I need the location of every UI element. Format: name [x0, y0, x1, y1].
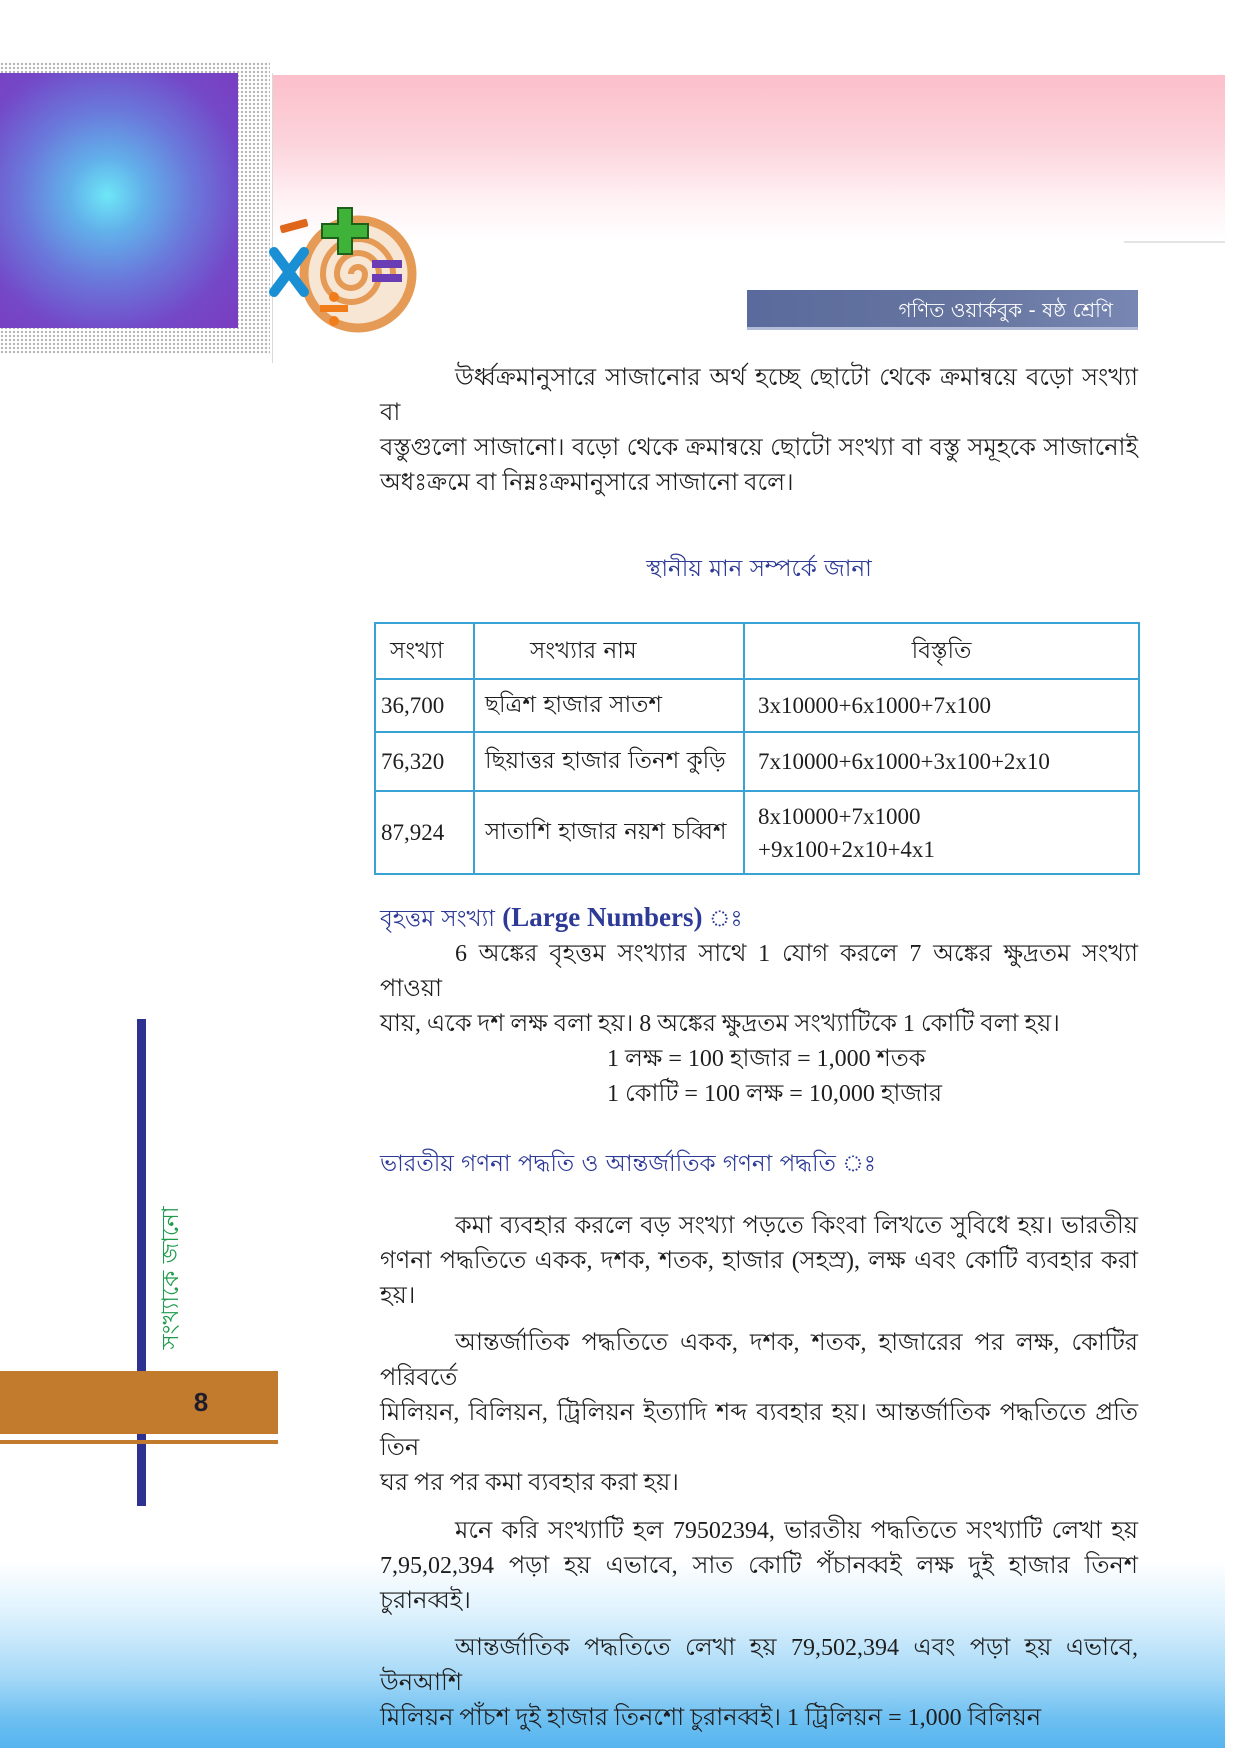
cell-expansion	[744, 732, 1139, 791]
paragraph-line: ঘর পর পর কমা ব্যবহার করা হয়।	[380, 1470, 679, 1496]
minus-symbol	[279, 219, 308, 234]
place-value-heading: স্থানীয় মান সম্পর্কে জানা	[646, 556, 872, 582]
cell-name: সাতাশি হাজার নয়শ চব্বিশ	[474, 791, 744, 874]
intro-paragraph	[380, 361, 1138, 501]
paragraph-line: অধঃক্রমে বা নিম্নঃক্রমানুসারে সাজানো বলে।	[380, 470, 794, 496]
large-numbers-title-bn: বৃহত্তম সংখ্যা	[380, 906, 495, 932]
page-content	[380, 361, 1138, 1736]
paragraph-line: কমা ব্যবহার করলে বড় সংখ্যা পড়তে কিংবা লিখতে সুবিধে হয়। ভারতীয়	[455, 1213, 1138, 1239]
international-example-paragraph	[380, 1631, 1138, 1736]
commas-paragraph	[380, 1209, 1138, 1314]
paragraph-line: যায়, একে দশ লক্ষ বলা হয়। 8 অঙ্কের ক্ষুদ্রতম সংখ্যাটিকে 1 কোটি বলা হয়।	[380, 1011, 1060, 1037]
cell-number: 36,700	[375, 679, 474, 732]
expansion-line: +9x100+2x10+4x1	[758, 836, 935, 862]
cell-number: 76,320	[375, 732, 474, 791]
expansion-line: 8x10000+7x1000	[758, 803, 921, 829]
column-header-number: সংখ্যা	[375, 623, 474, 679]
expansion-line: 7x10000+6x1000+3x100+2x10	[758, 749, 1050, 774]
cell-expansion	[744, 679, 1139, 732]
math-symbols-icon	[266, 204, 420, 340]
equation-line: 1 কোটি = 100 লক্ষ = 10,000 হাজার	[607, 1081, 943, 1107]
large-numbers-heading	[380, 899, 1138, 937]
indian-example-paragraph	[380, 1514, 1138, 1619]
cell-name: ছত্রিশ হাজার সাতশ	[474, 679, 744, 732]
paragraph-line: উর্ধ্বক্রমানুসারে সাজানোর অর্থ হচ্ছে ছোটো থেকে ক্রমান্বয়ে বড়ো সংখ্যা বা	[380, 365, 1138, 426]
international-system-paragraph	[380, 1326, 1138, 1501]
column-header-expansion: বিস্তৃতি	[744, 623, 1139, 679]
paragraph-line: মিলিয়ন, বিলিয়ন, ট্রিলিয়ন ইত্যাদি শব্দ ব্যবহার হয়। আন্তর্জাতিক পদ্ধতিতে প্রতি তিন	[380, 1400, 1138, 1461]
table-row	[375, 791, 1139, 874]
table-row	[375, 679, 1139, 732]
header-decor-rule	[1124, 241, 1225, 243]
counting-systems-heading: ভারতীয় গণনা পদ্ধতি ও আন্তর্জাতিক গণনা পদ্ধতি ঃ	[380, 1151, 877, 1177]
paragraph-line: আন্তর্জাতিক পদ্ধতিতে লেখা হয় 79,502,394 এবং পড়া হয় এভাবে, উনআশি	[380, 1635, 1138, 1696]
chapter-title-vertical: সংখ্যাকে জানো	[158, 1206, 184, 1350]
table-row	[375, 732, 1139, 791]
table-header-row	[375, 623, 1139, 679]
large-numbers-title-en: (Large Numbers)	[502, 902, 703, 932]
paragraph-line: মিলিয়ন পাঁচশ দুই হাজার তিনশো চুরানব্বই। 1 ট্রিলিয়ন = 1,000 বিলিয়ন	[380, 1705, 1042, 1731]
paragraph-line: 6 অঙ্কের বৃহত্তম সংখ্যার সাথে 1 যোগ করলে 7 অঙ্কের ক্ষুদ্রতম সংখ্যা পাওয়া	[380, 941, 1138, 1002]
book-title-label: গণিত ওয়ার্কবুক - ষষ্ঠ শ্রেণি	[747, 290, 1138, 330]
cell-name: ছিয়াত্তর হাজার তিনশ কুড়ি	[474, 732, 744, 791]
page-number-band	[0, 1371, 278, 1434]
cell-number: 87,924	[375, 791, 474, 874]
corner-gradient-square	[0, 73, 238, 328]
page-number: 8	[193, 1387, 209, 1417]
paragraph-line: গণনা পদ্ধতিতে একক, দশক, শতক, হাজার (সহস্র), লক্ষ এবং কোটি ব্যবহার করা হয়।	[380, 1248, 1138, 1309]
place-value-table	[374, 622, 1140, 875]
times-symbol	[274, 252, 304, 292]
page-band-rule	[0, 1440, 278, 1444]
paragraph-line: আন্তর্জাতিক পদ্ধতিতে একক, দশক, শতক, হাজারের পর লক্ষ, কোটির পরিবর্তে	[380, 1330, 1138, 1391]
cell-expansion	[744, 791, 1139, 874]
column-header-name: সংখ্যার নাম	[474, 623, 744, 679]
equation-line: 1 লক্ষ = 100 হাজার = 1,000 শতক	[607, 1046, 926, 1072]
paragraph-line: বস্তুগুলো সাজানো। বড়ো থেকে ক্রমান্বয়ে ছোটো সংখ্যা বা বস্তু সমূহকে সাজানোই	[380, 435, 1138, 461]
paragraph-line: মনে করি সংখ্যাটি হল 79502394, ভারতীয় পদ্ধতিতে সংখ্যাটি লেখা হয়	[455, 1518, 1138, 1544]
large-numbers-paragraph	[380, 937, 1138, 1112]
expansion-line: 3x10000+6x1000+7x100	[758, 693, 991, 718]
paragraph-line: 7,95,02,394 পড়া হয় এভাবে, সাত কোটি পঁচানব্বই লক্ষ দুই হাজার তিনশ চুরানব্বই।	[380, 1553, 1138, 1614]
